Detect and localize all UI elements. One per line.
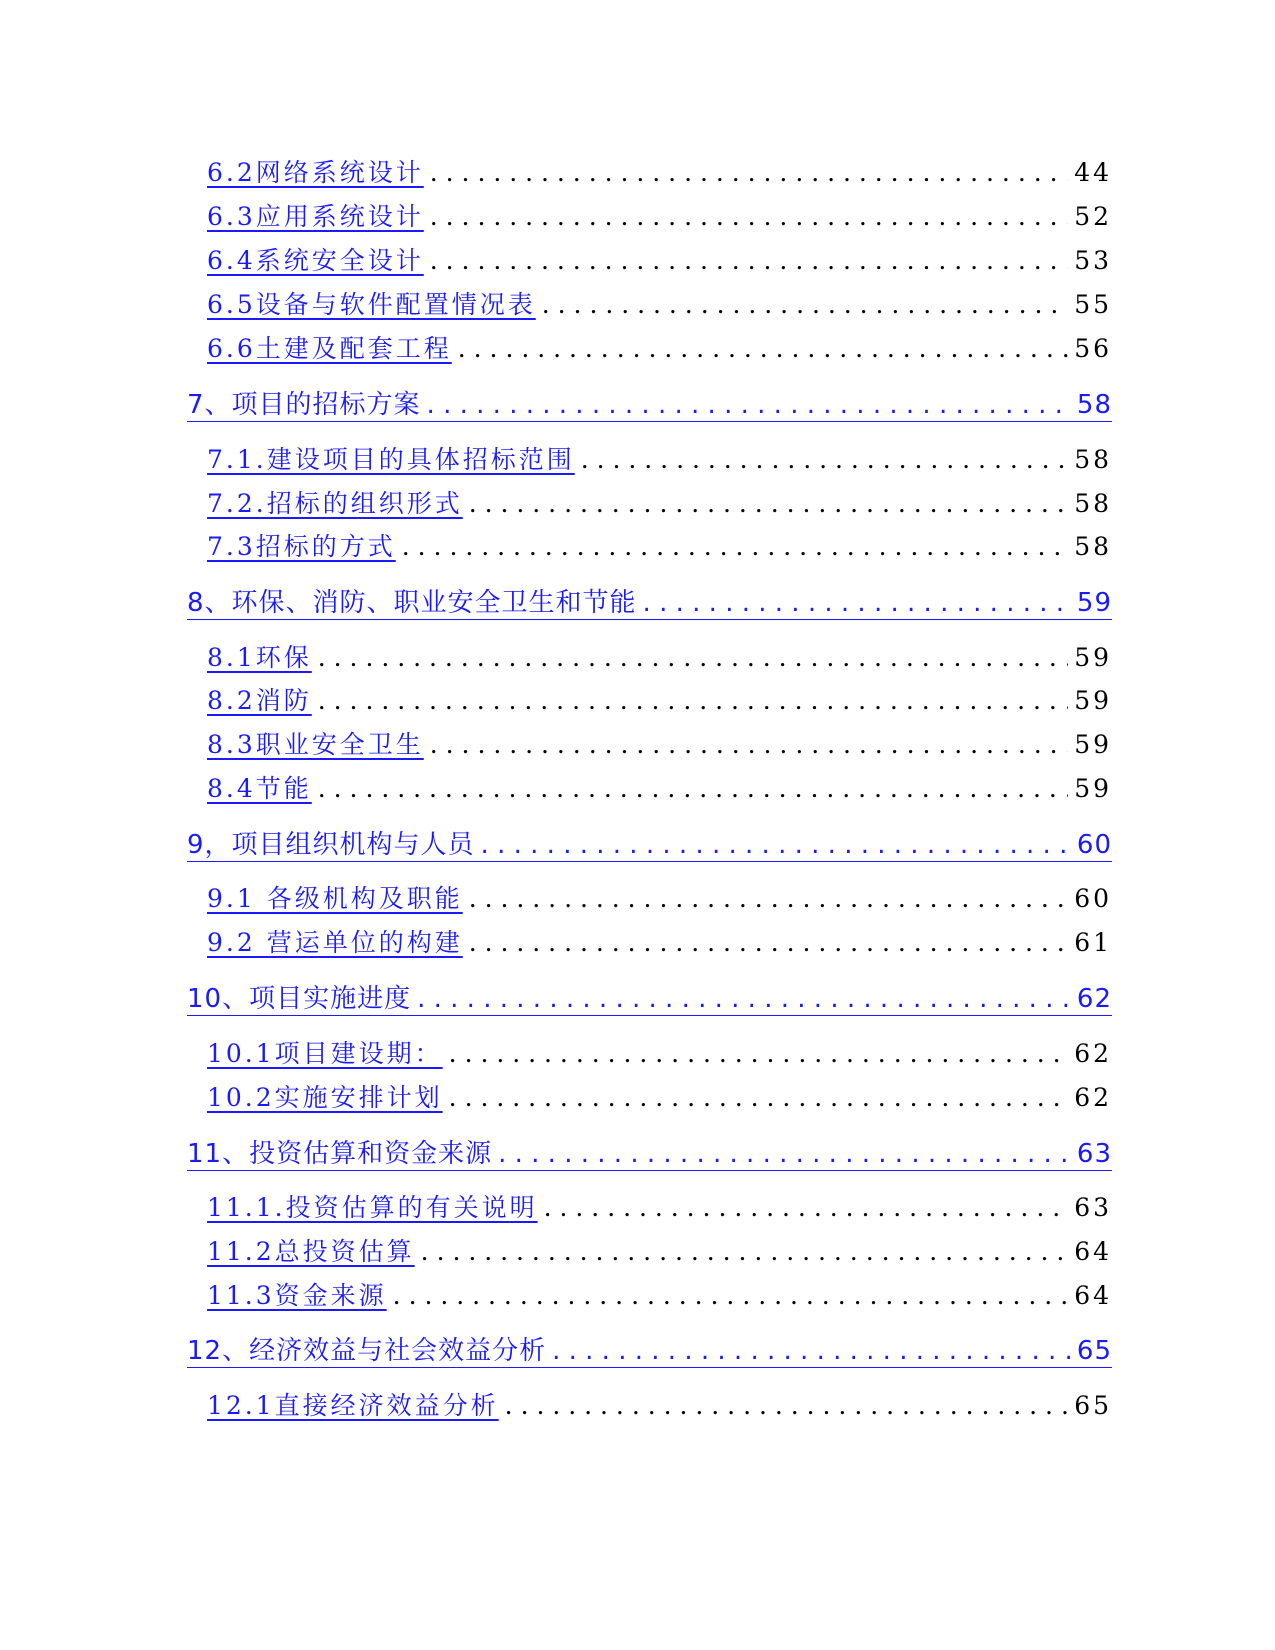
toc-entry-6-5[interactable] xyxy=(207,285,1112,321)
toc-page-number: 64 xyxy=(1074,1281,1112,1310)
toc-entry-11-3[interactable] xyxy=(207,1276,1112,1312)
toc-entry-label[interactable]: 10.1项目建设期： xyxy=(207,1039,443,1068)
toc-entry-6-6[interactable] xyxy=(207,329,1112,365)
dot-leader xyxy=(430,730,1068,759)
dot-leader xyxy=(481,830,1071,860)
toc-entry-label[interactable]: 8.1环保 xyxy=(207,643,312,672)
toc-entry-label[interactable]: 11.2总投资估算 xyxy=(207,1237,415,1266)
toc-page-number: 59 xyxy=(1074,686,1112,715)
dot-leader xyxy=(318,774,1068,803)
dot-leader xyxy=(469,884,1068,913)
dot-leader xyxy=(427,390,1071,420)
dot-leader xyxy=(402,532,1068,561)
toc-entry-label[interactable]: 6.4系统安全设计 xyxy=(207,246,424,275)
toc-entry-label[interactable]: 11.1.投资估算的有关说明 xyxy=(207,1193,538,1222)
toc-section-7[interactable] xyxy=(187,384,1112,422)
toc-section-label[interactable]: 7、项目的招标方案 xyxy=(187,390,421,420)
toc-entry-label[interactable]: 8.2消防 xyxy=(207,686,312,715)
toc-entry-6-4[interactable] xyxy=(207,241,1112,277)
toc-page-number: 62 xyxy=(1074,1083,1112,1112)
toc-entry-label[interactable]: 9.2 营运单位的构建 xyxy=(207,928,463,957)
toc-entry-label[interactable]: 6.2网络系统设计 xyxy=(207,158,424,187)
toc-entry-8-3[interactable] xyxy=(207,725,1112,761)
toc-section-label[interactable]: 12、经济效益与社会效益分析 xyxy=(187,1336,547,1366)
toc-page-number: 62 xyxy=(1076,984,1112,1014)
toc-entry-11-2[interactable] xyxy=(207,1232,1112,1268)
toc-entry-label[interactable]: 6.5设备与软件配置情况表 xyxy=(207,290,536,319)
toc-page-number: 55 xyxy=(1074,290,1112,319)
toc-section-label[interactable]: 11、投资估算和资金来源 xyxy=(187,1139,493,1169)
toc-entry-9-2[interactable] xyxy=(207,923,1112,959)
toc-entry-10-1[interactable] xyxy=(207,1034,1112,1070)
dot-leader xyxy=(421,1237,1069,1266)
toc-entry-6-3[interactable] xyxy=(207,197,1112,233)
dot-leader xyxy=(449,1039,1069,1068)
toc-section-8[interactable] xyxy=(187,582,1112,620)
toc-entry-label[interactable]: 7.3招标的方式 xyxy=(207,532,396,561)
dot-leader xyxy=(449,1083,1069,1112)
dot-leader xyxy=(318,686,1068,715)
toc-page-number: 58 xyxy=(1074,445,1112,474)
dot-leader xyxy=(581,445,1068,474)
dot-leader xyxy=(498,1139,1071,1169)
toc-entry-label[interactable]: 6.6土建及配套工程 xyxy=(207,334,452,363)
dot-leader xyxy=(417,984,1071,1014)
dot-leader xyxy=(505,1391,1069,1420)
dot-leader xyxy=(552,1336,1071,1366)
toc-entry-10-2[interactable] xyxy=(207,1078,1112,1114)
toc-section-label[interactable]: 10、项目实施进度 xyxy=(187,984,412,1014)
toc-entry-6-2[interactable] xyxy=(207,153,1112,189)
toc-entry-12-1[interactable] xyxy=(207,1386,1112,1422)
dot-leader xyxy=(542,290,1068,319)
dot-leader xyxy=(393,1281,1069,1310)
toc-section-label[interactable]: 8、环保、消防、职业安全卫生和节能 xyxy=(187,588,637,618)
toc-page-number: 60 xyxy=(1074,884,1112,913)
toc-page-number: 63 xyxy=(1076,1139,1112,1169)
dot-leader xyxy=(318,643,1068,672)
toc-page-number: 59 xyxy=(1076,588,1112,618)
dot-leader xyxy=(458,334,1068,363)
toc-page-number: 53 xyxy=(1074,246,1112,275)
toc-page-number: 58 xyxy=(1074,489,1112,518)
toc-page-number: 65 xyxy=(1074,1391,1112,1420)
toc-page-number: 62 xyxy=(1074,1039,1112,1068)
toc-entry-label[interactable]: 7.1.建设项目的具体招标范围 xyxy=(207,445,575,474)
dot-leader xyxy=(430,246,1068,275)
toc-page-number: 44 xyxy=(1074,158,1112,187)
toc-entry-8-4[interactable] xyxy=(207,769,1112,805)
toc-entry-8-1[interactable] xyxy=(207,638,1112,674)
toc-page-number: 60 xyxy=(1076,830,1112,860)
toc-page-number: 65 xyxy=(1076,1336,1112,1366)
toc-page-number: 59 xyxy=(1074,774,1112,803)
toc-entry-label[interactable]: 12.1直接经济效益分析 xyxy=(207,1391,499,1420)
dot-leader xyxy=(430,158,1068,187)
toc-page-number: 61 xyxy=(1074,928,1112,957)
toc-page-number: 58 xyxy=(1074,532,1112,561)
toc-entry-11-1[interactable] xyxy=(207,1188,1112,1224)
toc-entry-7-2[interactable] xyxy=(207,484,1112,520)
dot-leader xyxy=(469,489,1068,518)
toc-entry-label[interactable]: 8.3职业安全卫生 xyxy=(207,730,424,759)
toc-page-number: 56 xyxy=(1074,334,1112,363)
toc-entry-label[interactable]: 11.3资金来源 xyxy=(207,1281,387,1310)
toc-entry-label[interactable]: 6.3应用系统设计 xyxy=(207,202,424,231)
toc-entry-7-3[interactable] xyxy=(207,527,1112,563)
dot-leader xyxy=(643,588,1071,618)
toc-entry-9-1[interactable] xyxy=(207,879,1112,915)
dot-leader xyxy=(430,202,1068,231)
toc-section-label[interactable]: 9，项目组织机构与人员 xyxy=(187,830,475,860)
toc-entry-label[interactable]: 7.2.招标的组织形式 xyxy=(207,489,463,518)
toc-entry-7-1[interactable] xyxy=(207,440,1112,476)
toc-page-number: 63 xyxy=(1074,1193,1112,1222)
toc-page-number: 59 xyxy=(1074,730,1112,759)
toc-section-11[interactable] xyxy=(187,1133,1112,1171)
toc-entry-label[interactable]: 10.2实施安排计划 xyxy=(207,1083,443,1112)
dot-leader xyxy=(544,1193,1069,1222)
toc-section-12[interactable] xyxy=(187,1330,1112,1368)
dot-leader xyxy=(469,928,1068,957)
toc-section-10[interactable] xyxy=(187,978,1112,1016)
toc-page-number: 64 xyxy=(1074,1237,1112,1266)
toc-page-number: 59 xyxy=(1074,643,1112,672)
toc-section-9[interactable] xyxy=(187,824,1112,862)
toc-entry-8-2[interactable] xyxy=(207,681,1112,717)
toc-entry-label[interactable]: 8.4节能 xyxy=(207,774,312,803)
toc-page-number: 58 xyxy=(1076,390,1112,420)
toc-page-number: 52 xyxy=(1074,202,1112,231)
toc-entry-label[interactable]: 9.1 各级机构及职能 xyxy=(207,884,463,913)
